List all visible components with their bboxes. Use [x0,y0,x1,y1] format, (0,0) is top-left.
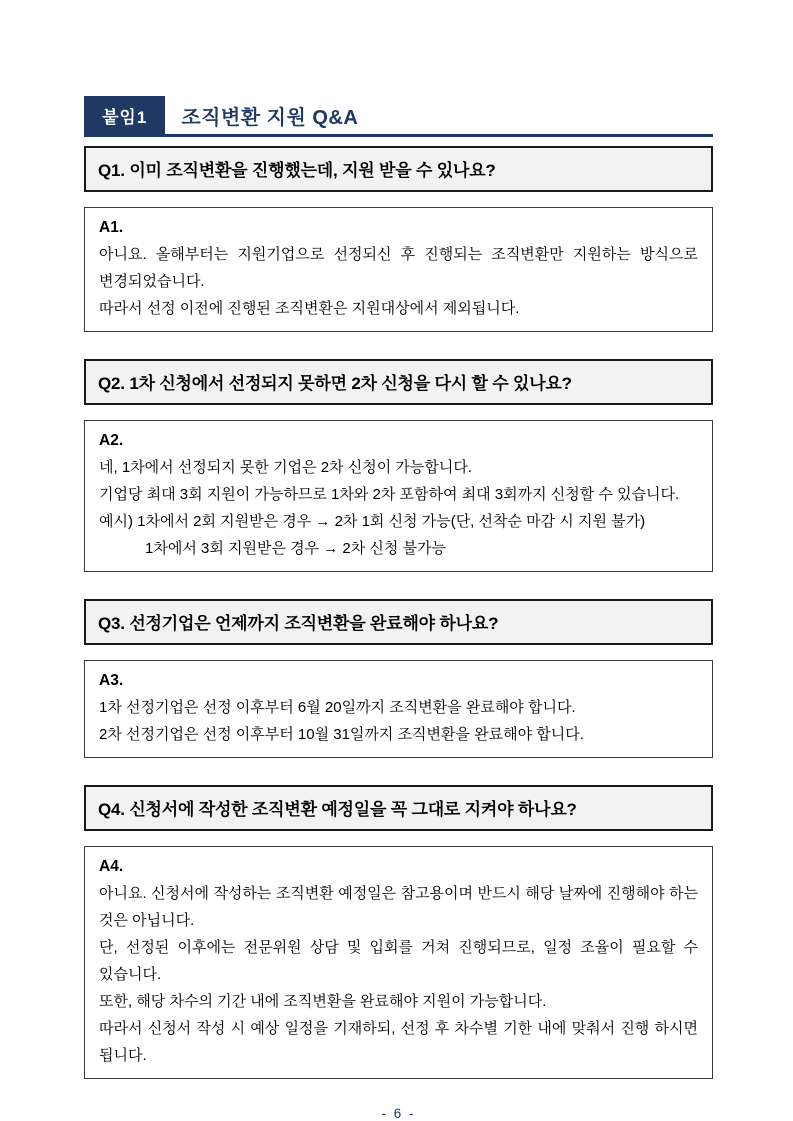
answer-paragraph: 기업당 최대 3회 지원이 가능하므로 1차와 2차 포함하여 최대 3회까지 신청할 수 있습니다. [99,486,680,503]
answer-paragraph: 아니요. 신청서에 작성하는 조직변환 예정일은 참고용이며 반드시 해당 날짜에 진행해야 하는 것은 아닙니다. [99,885,698,929]
answer-label: A2. [99,432,124,449]
question-text: Q4. 신청서에 작성한 조직변환 예정일을 꼭 그대로 지켜야 하나요? [98,800,577,819]
answer-paragraph: 따라서 선정 이전에 진행된 조직변환은 지원대상에서 제외됩니다. [99,300,520,317]
answer-paragraph: 아니요. 올해부터는 지원기업으로 선정되신 후 진행되는 조직변환만 지원하는 방식으로 변경되었습니다. [99,246,698,290]
attachment-header [84,96,713,137]
answer-paragraph: 네, 1차에서 선정되지 못한 기업은 2차 신청이 가능합니다. [99,459,472,476]
question-box-1 [84,146,713,192]
question-box-2 [84,359,713,405]
question-text: Q1. 이미 조직변환을 진행했는데, 지원 받을 수 있나요? [98,161,496,180]
answer-label: A1. [99,219,124,236]
page-title: 조직변환 지원 Q&A [181,106,359,129]
answer-paragraph: 예시) 1차에서 2회 지원받은 경우 → 2차 1회 신청 가능(단, 선착순 마감 시 지원 불가) [99,513,646,530]
answer-box-3 [84,660,713,758]
answer-paragraph: 따라서 신청서 작성 시 예상 일정을 기재하되, 선정 후 차수별 기한 내에 맞춰서 진행 하시면 됩니다. [99,1020,698,1064]
answer-paragraph: 1차 선정기업은 선정 이후부터 6월 20일까지 조직변환을 완료해야 합니다. [99,699,576,716]
page-number: - 6 - [381,1106,416,1121]
answer-label: A4. [99,858,124,875]
attachment-badge: 붙임1 [84,96,165,134]
question-box-4 [84,785,713,831]
qa-block-2 [84,359,713,572]
answer-paragraph: 1차에서 3회 지원받은 경우 → 2차 신청 불가능 [145,540,447,557]
qa-block-1 [84,146,713,332]
answer-box-4 [84,846,713,1079]
question-box-3 [84,599,713,645]
question-text: Q3. 선정기업은 언제까지 조직변환을 완료해야 하나요? [98,614,499,633]
answer-box-2 [84,420,713,572]
answer-paragraph: 단, 선정된 이후에는 전문위원 상담 및 입회를 거쳐 진행되므로, 일정 조율이 필요할 수 있습니다. [99,939,698,983]
qa-block-4 [84,785,713,1079]
answer-box-1 [84,207,713,332]
question-text: Q2. 1차 신청에서 선정되지 못하면 2차 신청을 다시 할 수 있나요? [98,374,572,393]
answer-paragraph: 또한, 해당 차수의 기간 내에 조직변환을 완료해야 지원이 가능합니다. [99,993,547,1010]
answer-paragraph: 2차 선정기업은 선정 이후부터 10월 31일까지 조직변환을 완료해야 합니다. [99,726,584,743]
qa-block-3 [84,599,713,758]
answer-label: A3. [99,672,124,689]
